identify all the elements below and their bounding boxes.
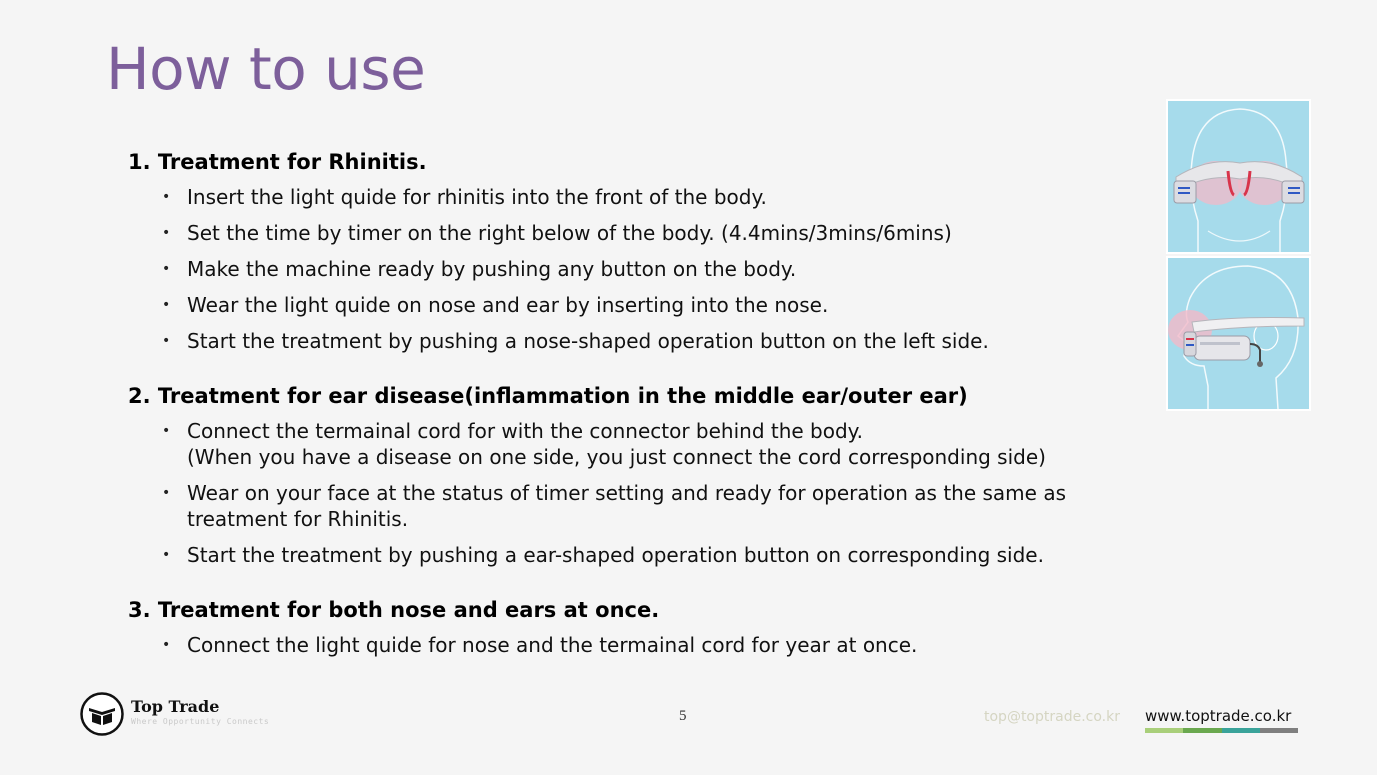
section-nose-and-ears <box>128 596 1188 658</box>
bullet-icon: • <box>162 189 171 205</box>
bullet-icon: • <box>162 297 171 313</box>
list-item: • Wear on your face at the status of timer setting and ready for operation as the same as treatment for Rhinitis. <box>162 481 1067 531</box>
list-item: • Make the machine ready by pushing any button on the body. <box>162 257 797 281</box>
color-bar-segment <box>1145 728 1183 733</box>
list-item: • Connect the termainal cord for with the connector behind the body. (When you have a disease on one side, you just connect the cord corresponding side) <box>162 419 1046 469</box>
section-heading: 3. Treatment for both nose and ears at once. <box>128 598 660 622</box>
website-link[interactable]: www.toptrade.co.kr <box>1145 707 1292 725</box>
bullet-list <box>128 184 1188 354</box>
list-item: • Connect the light quide for nose and the termainal cord for year at once. <box>162 633 918 657</box>
list-item: • Set the time by timer on the right below of the body. (4.4mins/3mins/6mins) <box>162 221 952 245</box>
bullet-icon: • <box>162 485 171 501</box>
instructions <box>128 148 1188 668</box>
bullet-list <box>128 632 1188 658</box>
company-logo-icon <box>80 692 124 736</box>
bullet-icon: • <box>162 547 171 563</box>
head-front-device-illustration <box>1166 99 1311 254</box>
list-item: • Wear the light quide on nose and ear by inserting into the nose. <box>162 293 829 317</box>
brand-name: Top Trade <box>131 697 220 716</box>
section-rhinitis <box>128 148 1188 354</box>
head-side-svg <box>1168 258 1309 409</box>
bullet-icon: • <box>162 333 171 349</box>
head-front-svg <box>1168 101 1309 252</box>
bullet-list <box>128 418 1188 568</box>
contact-email[interactable]: top@toptrade.co.kr <box>984 709 1120 725</box>
list-item: • Start the treatment by pushing a ear-shaped operation button on corresponding side. <box>162 543 1044 567</box>
color-bar <box>1145 728 1298 733</box>
bullet-icon: • <box>162 261 171 277</box>
brand <box>131 697 269 726</box>
head-side-device-illustration <box>1166 256 1311 411</box>
color-bar-segment <box>1183 728 1221 733</box>
page-number: 5 <box>679 708 687 724</box>
device-illustrations <box>1166 99 1311 413</box>
bullet-icon: • <box>162 637 171 653</box>
list-item: • Start the treatment by pushing a nose-shaped operation button on the left side. <box>162 329 989 353</box>
list-item: • Insert the light quide for rhinitis into the front of the body. <box>162 185 767 209</box>
section-heading: 2. Treatment for ear disease(inflammation in the middle ear/outer ear) <box>128 384 968 408</box>
page-title: How to use <box>106 35 426 103</box>
section-ear-disease <box>128 382 1188 568</box>
bullet-icon: • <box>162 423 171 439</box>
color-bar-segment <box>1260 728 1298 733</box>
section-heading: 1. Treatment for Rhinitis. <box>128 150 427 174</box>
bullet-icon: • <box>162 225 171 241</box>
brand-tagline: Where Opportunity Connects <box>131 717 270 726</box>
color-bar-segment <box>1222 728 1260 733</box>
